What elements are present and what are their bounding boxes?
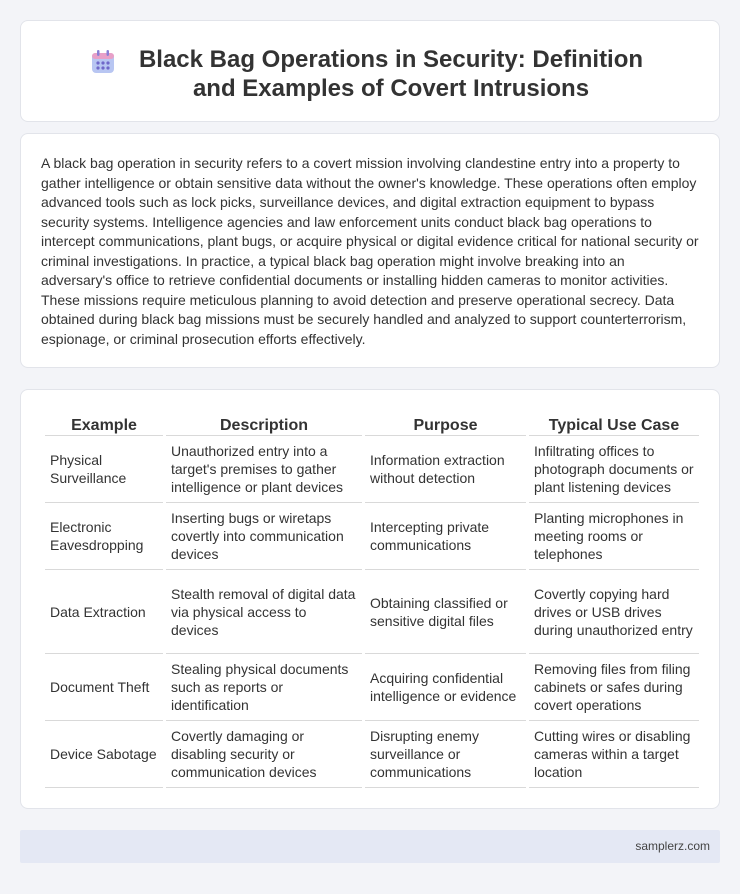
- cell-use-case: Infiltrating offices to photograph documents or plant listening devices: [529, 436, 699, 503]
- cell-use-case: Planting microphones in meeting rooms or telephones: [529, 503, 699, 570]
- table-card: [20, 389, 720, 809]
- intro-paragraph: A black bag operation in security refers to a covert mission involving clandestine entry into a property to gather intelligence or obtain sensitive data without the owner's knowledge. These operations often employ advanced tools such as lock picks, surveillance devices, and digital extraction equipment to bypass security systems. Intelligence agencies and law enforcement units conduct black bag operations to intercept communications, plant bugs, or acquire physical or digital evidence critical for national security or criminal investigations. In practice, a typical black bag operation might involve breaking into an adversary's office to retrieve confidential documents or installing hidden cameras to monitor activities. These missions require meticulous planning to avoid detection and preserve operational secrecy. Data obtained during black bag missions must be securely handled and analyzed to support counterterrorism, espionage, or criminal prosecution efforts effectively.: [41, 155, 699, 347]
- cell-purpose: Intercepting private communications: [365, 503, 526, 570]
- calendar-grid-icon: [89, 48, 117, 76]
- column-header-description: Description: [166, 410, 362, 436]
- table-header-row: [45, 410, 699, 436]
- cell-example: Device Sabotage: [45, 721, 163, 788]
- cell-example: Electronic Eavesdropping: [45, 503, 163, 570]
- footer-bar: [20, 830, 720, 863]
- cell-purpose: Obtaining classified or sensitive digital files: [365, 570, 526, 654]
- intro-card: [20, 133, 720, 368]
- cell-example: Document Theft: [45, 654, 163, 721]
- cell-purpose: Information extraction without detection: [365, 436, 526, 503]
- cell-description: Inserting bugs or wiretaps covertly into communication devices: [166, 503, 362, 570]
- title-card: [20, 20, 720, 122]
- table-row: [45, 570, 699, 654]
- cell-description: Stealth removal of digital data via physical access to devices: [166, 570, 362, 654]
- column-header-use-case: Typical Use Case: [529, 410, 699, 436]
- cell-example: Data Extraction: [45, 570, 163, 654]
- cell-purpose: Acquiring confidential intelligence or evidence: [365, 654, 526, 721]
- table-row: [45, 721, 699, 788]
- column-header-purpose: Purpose: [365, 410, 526, 436]
- footer-site-link[interactable]: samplerz.com: [635, 839, 710, 853]
- cell-use-case: Covertly copying hard drives or USB drives during unauthorized entry: [529, 570, 699, 654]
- cell-purpose: Disrupting enemy surveillance or communications: [365, 721, 526, 788]
- cell-example: Physical Surveillance: [45, 436, 163, 503]
- cell-description: Unauthorized entry into a target's premises to gather intelligence or plant devices: [166, 436, 362, 503]
- column-header-example: Example: [45, 410, 163, 436]
- table-row: [45, 654, 699, 721]
- page-title: Black Bag Operations in Security: Definition and Examples of Covert Intrusions: [138, 46, 644, 102]
- cell-use-case: Cutting wires or disabling cameras within a target location: [529, 721, 699, 788]
- examples-table: [42, 410, 702, 788]
- table-row: [45, 503, 699, 570]
- cell-description: Covertly damaging or disabling security or communication devices: [166, 721, 362, 788]
- cell-use-case: Removing files from filing cabinets or safes during covert operations: [529, 654, 699, 721]
- table-row: [45, 436, 699, 503]
- cell-description: Stealing physical documents such as reports or identification: [166, 654, 362, 721]
